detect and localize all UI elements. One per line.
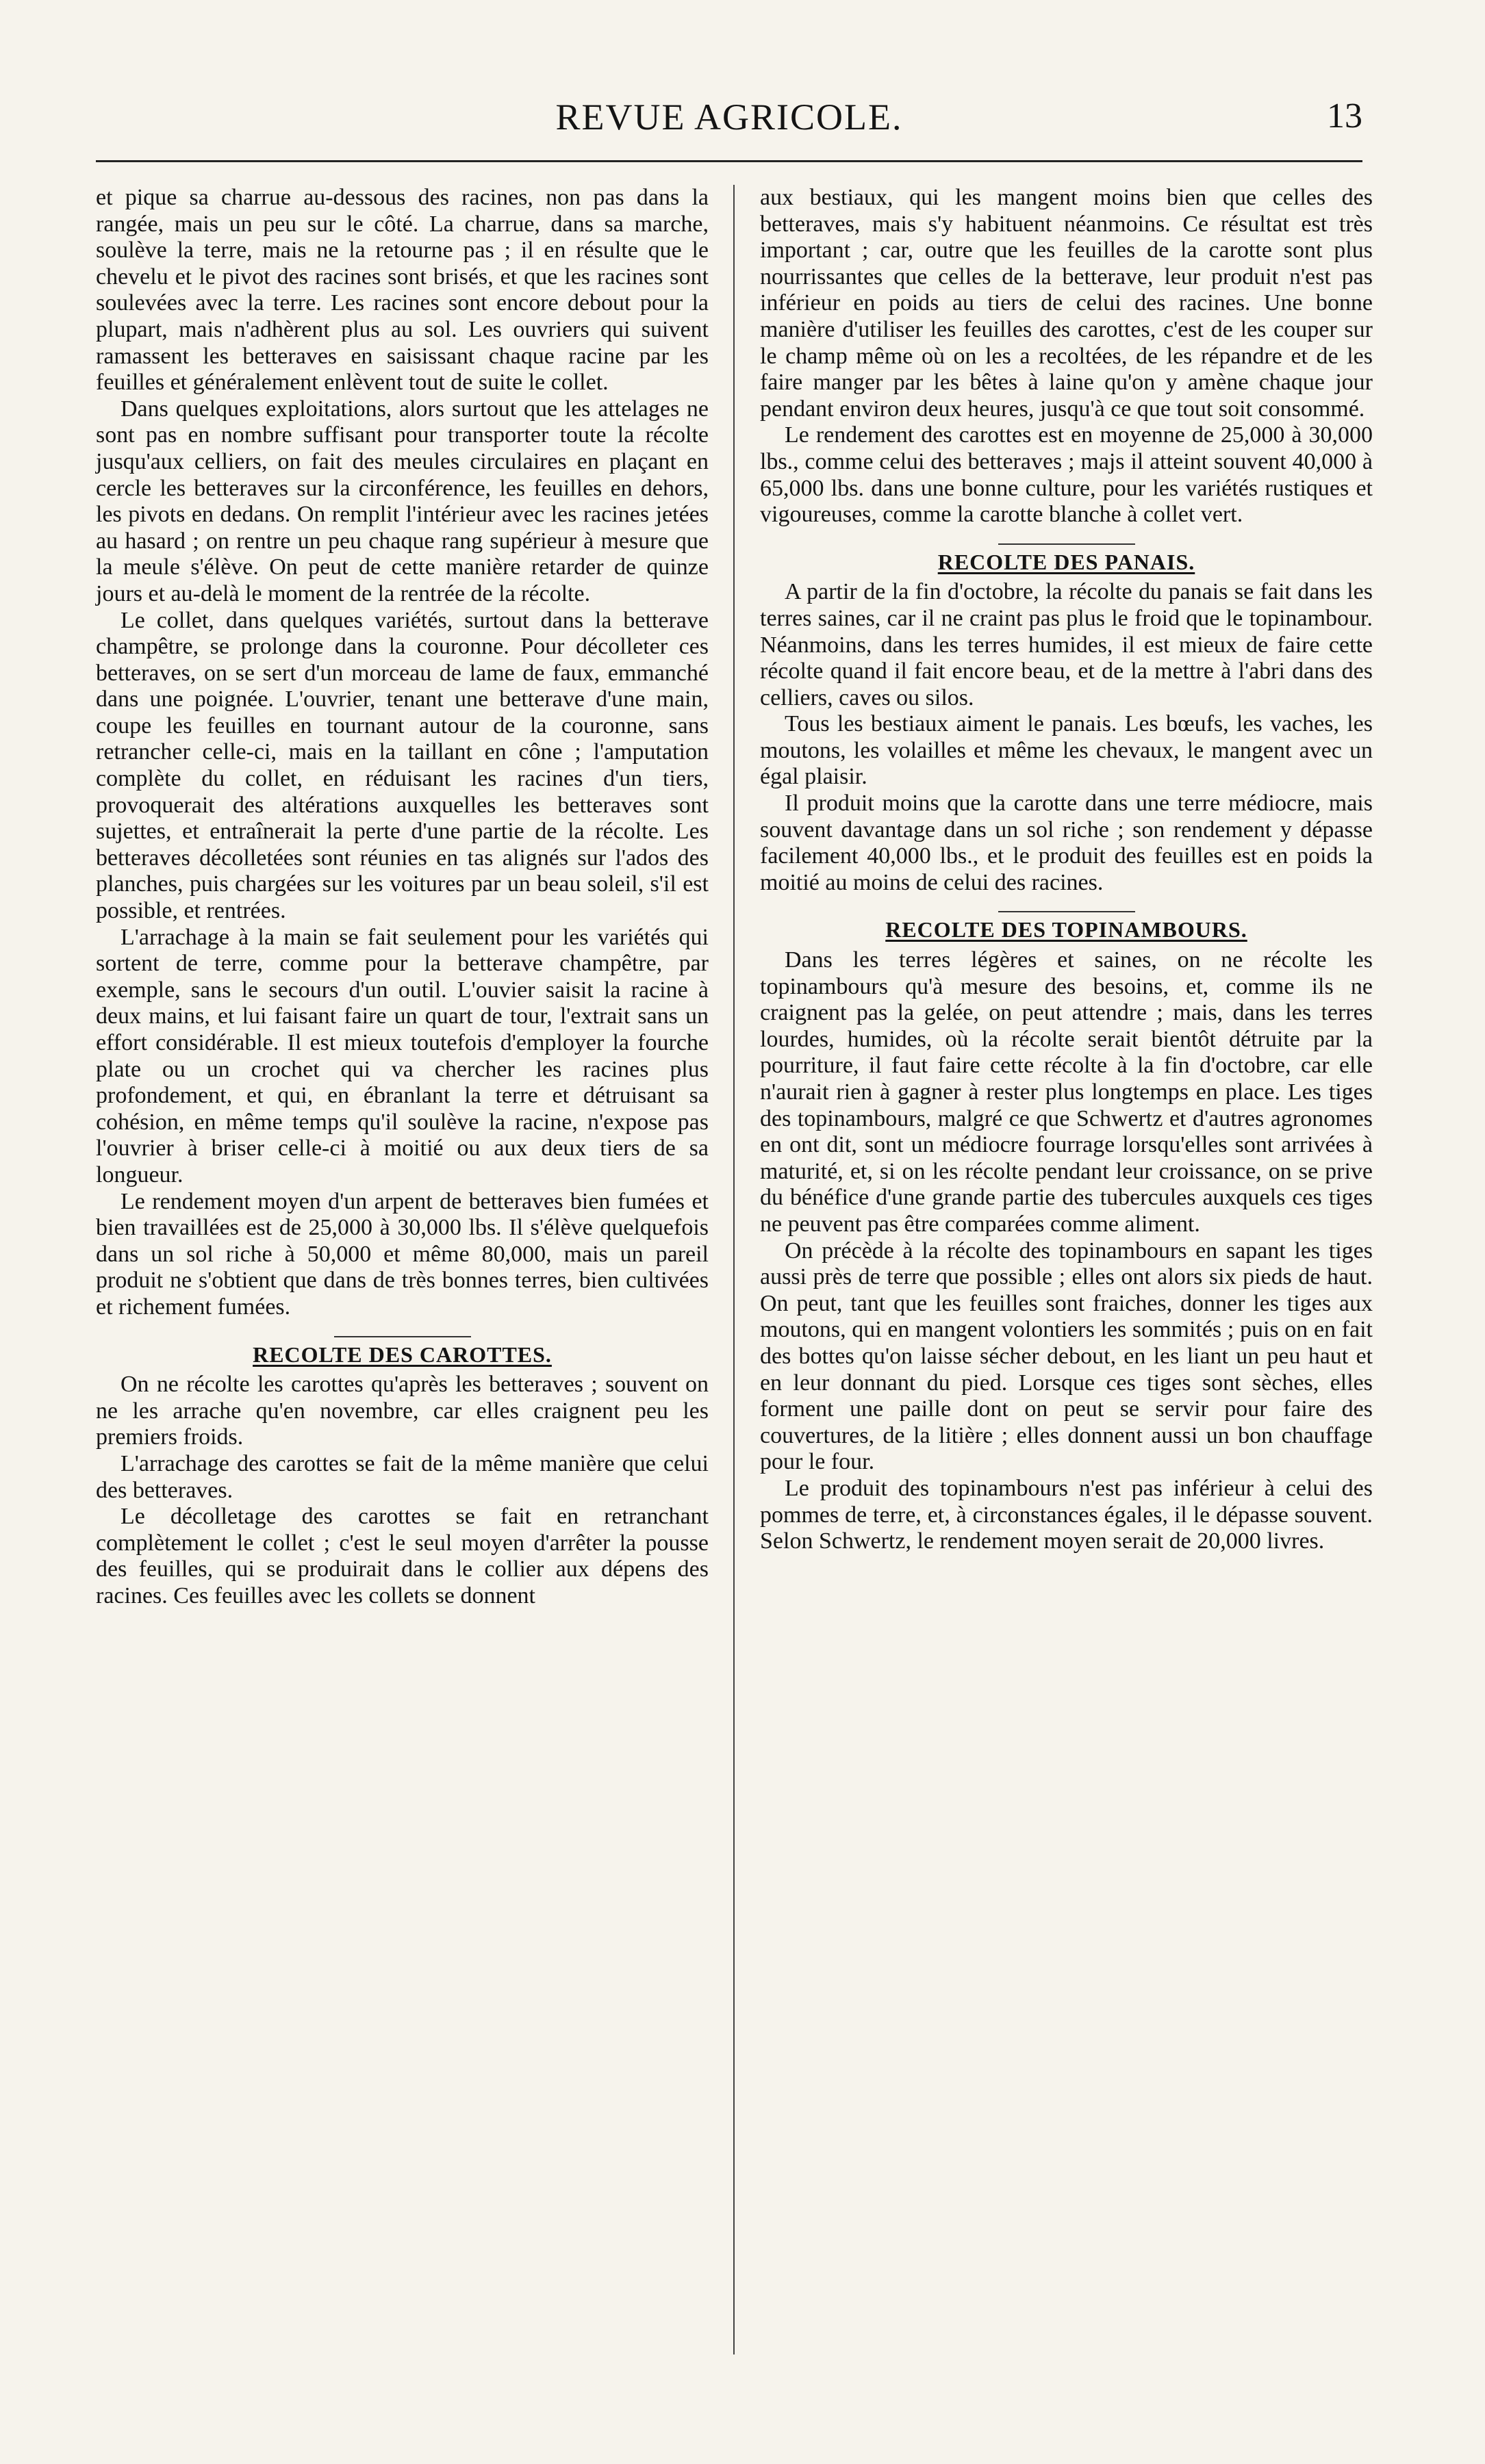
paragraph: L'arrachage à la main se fait seulement pour les variétés qui sortent de terre, comme pour la betterave champêtre, par exemple, sans le secours d'un outil. L'ouvier saisit la racine à deux mains, et lui faisant faire un quart de tour, l'extrait sans un effort considérable. Il est mieux toutefois d'employer la fourche plate ou un crochet qui va chercher les racines plus profondement, et qui, en ébranlant la terre et détruisant sa cohésion, en même temps qu'il soulève la racine, n'expose pas l'ouvrier à briser celle-ci à moitié ou aux deux tiers de sa longueur. <box>96 924 709 1188</box>
right-column <box>760 185 1373 1555</box>
paragraph: Le collet, dans quelques variétés, surtout dans la betterave champêtre, se prolonge dans la couronne. Pour décolleter ces betteraves, on se sert d'un morceau de lame de faux, emmanché dans une poignée. L'ouvrier, tenant une betterave d'une main, coupe les feuilles en tournant autour de la couronne, sans retrancher celle-ci, mais en la taillant en cône ; l'amputation complète du collet, en réduisant les racines d'un tiers, provoquerait des altérations auxquelles les betteraves sont sujettes, et entraînerait la perte d'une partie de la récolte. Les betteraves décolletées sont réunies en tas alignés sur l'ados des planches, puis chargées sur les voitures par un beau soleil, s'il est possible, et rentrées. <box>96 607 709 924</box>
paragraph: Tous les bestiaux aiment le panais. Les bœufs, les vaches, les moutons, les volailles et même les chevaux, le mangent avec un égal plaisir. <box>760 711 1373 790</box>
column-divider <box>733 185 735 2354</box>
section-heading-panais: RECOLTE DES PANAIS. <box>937 549 1195 574</box>
paragraph: Le rendement des carottes est en moyenne de 25,000 à 30,000 lbs., comme celui des betteraves ; majs il atteint souvent 40,000 à 65,000 lbs. dans une bonne culture, pour les variétés rustiques et vigoureuses, comme la carotte blanche à collet vert. <box>760 422 1373 528</box>
running-head <box>96 96 1362 151</box>
paragraph: aux bestiaux, qui les mangent moins bien que celles des betteraves, mais s'y habituent néanmoins. Ce résultat est très important ; car, outre que les feuilles de la carotte sont plus nourrissantes que celles de la betterave, leur produit n'est pas inférieur en poids au tiers de celui des racines. Une bonne manière d'utiliser les feuilles des carottes, c'est de les couper sur le champ même où on les a recoltées, de les répandre et de les faire manger par les bêtes à laine qu'on y amène chaque jour pendant environ deux heures, jusqu'à ce que tout soit consommé. <box>760 185 1373 422</box>
paragraph: et pique sa charrue au-dessous des racines, non pas dans la rangée, mais un peu sur le côté. La charrue, dans sa marche, soulève la terre, mais ne la retourne pas ; il en résulte que le chevelu et le pivot des racines sont brisés, et que les racines sont soulevées avec la terre. Les racines sont encore debout pour la plupart, mais n'adhèrent plus au sol. Les ouvriers qui suivent ramassent les betteraves en saisissant chaque racine par les feuilles et généralement enlèvent tout de suite le collet. <box>96 185 709 396</box>
journal-title: REVUE AGRICOLE. <box>555 97 903 138</box>
section-rule <box>998 543 1135 545</box>
section-rule <box>334 1336 471 1337</box>
paragraph: A partir de la fin d'octobre, la récolte du panais se fait dans les terres saines, car il ne craint pas plus le froid que le topinambour. Néanmoins, dans les terres humides, il est mieux de faire cette récolte quand il fait encore beau, et de la mettre à l'abri dans des celliers, caves ou silos. <box>760 579 1373 710</box>
paragraph: Le produit des topinambours n'est pas inférieur à celui des pommes de terre, et, à circonstances égales, il le dépasse souvent. Selon Schwertz, le rendement moyen serait de 20,000 livres. <box>760 1475 1373 1554</box>
paragraph: On précède à la récolte des topinambours en sapant les tiges aussi près de terre que possible ; elles ont alors six pieds de haut. On peut, tant que les feuilles sont fraiches, donner les tiges aux moutons, qui en mangent volontiers les sommités ; puis on en fait des bottes qu'on laisse sécher debout, en les liant un peu haut et en leur donnant du pied. Lorsque ces tiges sont sèches, elles forment une paille dont on peut se servir pour faire des couvertures, de la litière ; elles donnent aussi un bon chauffage pour le four. <box>760 1237 1373 1475</box>
section-heading-topinambours: RECOLTE DES TOPINAMBOURS. <box>885 917 1247 942</box>
paragraph: Dans quelques exploitations, alors surtout que les attelages ne sont pas en nombre suffisant pour transporter toute la récolte jusqu'aux celliers, on fait des meules circulaires en plaçant en cercle les betteraves sur la circonférence, les feuilles en dehors, les pivots en dedans. On remplit l'intérieur avec les racines jetées au hasard ; on rentre un peu chaque rang supérieur à mesure que la meule s'élève. On peut de cette manière retarder de quinze jours et au-delà le moment de la rentrée de la récolte. <box>96 396 709 606</box>
paragraph: Dans les terres légères et saines, on ne récolte les topinambours qu'à mesure des besoins, et, comme ils ne craignent pas la gelée, on peut attendre ; mais, dans les terres lourdes, humides, où la récolte serait bientôt détruite par la pourriture, il faut faire cette récolte à la fin d'octobre, car elle n'aurait rien à gagner à rester plus longtemps en place. Les tiges des topinambours, malgré ce que Schwertz et d'autres agronomes en ont dit, sont un médiocre fourrage lorsqu'elles sont arrivées à maturité, et, si on les récolte pendant leur croissance, on se prive du bénéfice d'une grande partie des tubercules auxquels ces tiges ne peuvent pas être comparées comme aliment. <box>760 947 1373 1237</box>
section-rule <box>998 911 1135 912</box>
paragraph: Il produit moins que la carotte dans une terre médiocre, mais souvent davantage dans un sol riche ; son rendement y dépasse facilement 40,000 lbs., et le produit des feuilles est en poids la moitié au moins de celui des racines. <box>760 791 1373 895</box>
paragraph: L'arrachage des carottes se fait de la même manière que celui des betteraves. <box>96 1450 709 1503</box>
header-rule <box>96 160 1362 162</box>
left-column <box>96 185 709 1609</box>
paragraph: On ne récolte les carottes qu'après les betteraves ; souvent on ne les arrache qu'en novembre, car elles craignent peu les premiers froids. <box>96 1372 709 1450</box>
page-number: 13 <box>1327 97 1362 136</box>
paragraph: Le décolletage des carottes se fait en retranchant complètement le collet ; c'est le seul moyen d'arrêter la pousse des feuilles, qui se produirait dans le collier aux dépens des racines. Ces feuilles avec les collets se donnent <box>96 1504 709 1608</box>
section-heading-carottes: RECOLTE DES CAROTTES. <box>253 1342 552 1367</box>
paragraph: Le rendement moyen d'un arpent de betteraves bien fumées et bien travaillées est de 25,000 à 30,000 lbs. Il s'élève quelquefois dans un sol riche à 50,000 et même 80,000, mais un pareil produit ne s'obtient que dans de très bonnes terres, bien cultivées et richement fumées. <box>96 1188 709 1320</box>
